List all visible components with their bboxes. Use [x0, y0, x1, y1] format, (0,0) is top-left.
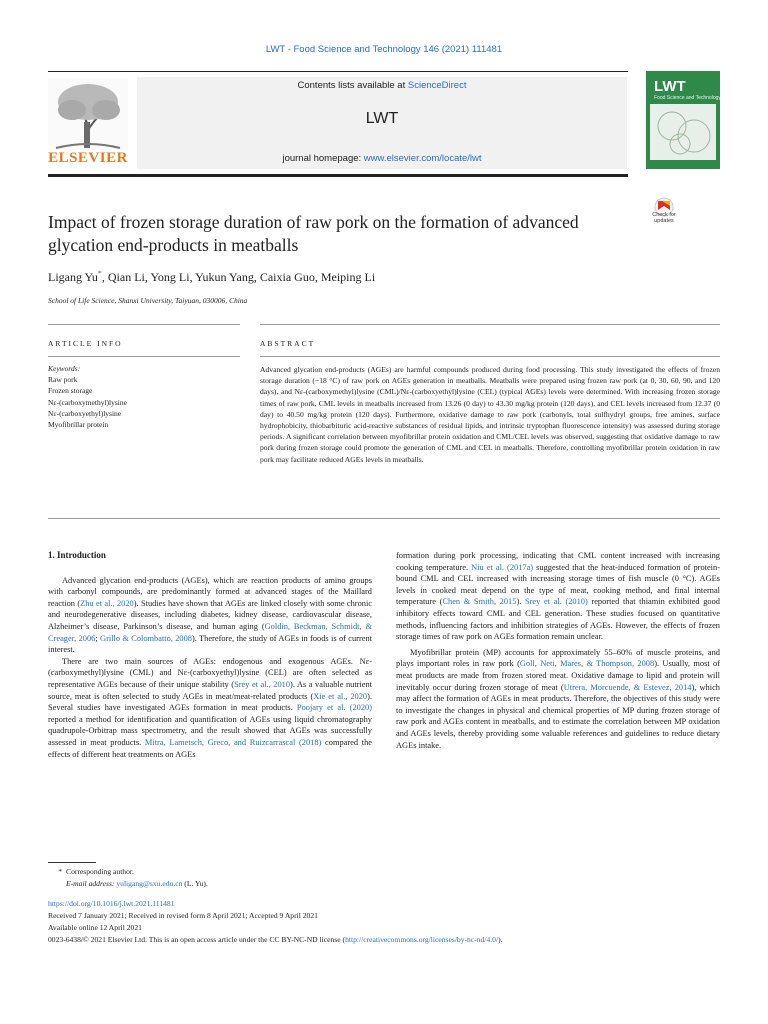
- corresponding-author-mark[interactable]: *: [97, 269, 102, 278]
- section-heading-introduction: 1. Introduction: [48, 550, 106, 560]
- email-label: E-mail address:: [66, 879, 117, 888]
- citation-link[interactable]: Srey et al. (2010): [524, 597, 588, 607]
- paragraph: Myofibrillar protein (MP) accounts for approximately 55–60% of muscle proteins, and plays important roles in raw pork (Goll, Neti, Mares, & Thompson, 2008). Usually, most of meat products are made from frozen stored meat. Oxidative damage to lipid and protein will inevitably occur during frozen storage of meat (Utrera, Morcuende, & Estevez, 2014), which may affect the formation of AGEs in meat products. Therefore, the objectives of this study were to investigate the changes in physical and chemical properties of MP during frozen storage of raw pork and AGEs content in meatballs, and to estimate the correlation between MP oxidation and AGEs levels, thereby providing some valuable references and guidelines to reduce dietary AGEs intake.: [396, 647, 720, 750]
- paragraph: formation during pork processing, indicating that CML content increased with increasing cooking temperature. Niu et al. (2017a) suggested that the heat-induced formation of protein-bound CML and CEL increased with increasing storage times of fish muscle (0 °C). AGEs levels in cooked meat depend on the type of meat, cooking method, and final internal temperature (Chen & Smith, 2015). Srey et al. (2010) reported that thiamin exhibited good inhibitory effects toward CML and CEL generation. These studies focused on quantitative methods, influencing factors and inhibition strategies of AGEs. However, the effects of frozen storage times of raw pork on AGEs formation remain unclear.: [396, 551, 720, 642]
- header-rule-top: [48, 71, 628, 72]
- cover-artwork-icon: [650, 104, 716, 160]
- citation-link[interactable]: Zhu et al., 2020: [80, 598, 134, 608]
- license-line: 0023-6438/© 2021 Elsevier Ltd. This is an open access article under the CC BY-NC-ND license (http://creativecommons.org/licenses/by-nc-nd/4.0/).: [48, 935, 503, 944]
- footnote-corresponding: [48, 866, 134, 877]
- email-link[interactable]: yuligang@sxu.edu.cn: [116, 879, 183, 888]
- badge-line-2: updates: [654, 218, 674, 224]
- keywords-block: [48, 363, 127, 430]
- citation-link[interactable]: Grillo & Colombatto, 2008: [100, 633, 192, 643]
- keyword: Frozen storage: [48, 386, 93, 396]
- abstract-bottom-rule: [48, 518, 720, 519]
- keywords-rule: [48, 356, 240, 357]
- header-rule-bottom: [48, 174, 628, 177]
- author-name[interactable]: Meiping Li: [320, 270, 376, 284]
- received-dates: Received 7 January 2021; Received in revised form 8 April 2021; Accepted 9 April 2021: [48, 911, 318, 920]
- available-online: Available online 12 April 2021: [48, 923, 142, 932]
- abstract-inner-rule: [260, 356, 720, 357]
- abstract-rule: [260, 324, 720, 325]
- footnote-mark: *: [58, 867, 62, 876]
- homepage-line: [137, 153, 627, 164]
- badge-line-1: Check for: [652, 212, 676, 218]
- citation-link[interactable]: Utrera, Morcuende, & Estevez, 2014: [563, 682, 692, 692]
- keyword: Nε-(carboxyethyl)lysine: [48, 408, 122, 418]
- keyword: Nε-(carboxymethyl)lysine: [48, 397, 127, 407]
- sciencedirect-link[interactable]: ScienceDirect: [407, 80, 467, 91]
- left-column: [48, 550, 372, 760]
- author-name[interactable]: Yong Li: [150, 270, 190, 284]
- running-head[interactable]: LWT - Food Science and Technology 146 (2021) 111481: [265, 44, 503, 55]
- affiliation: School of Life Science, Shanxi University, Taiyuan, 030006, China: [48, 296, 248, 305]
- citation-link[interactable]: Poojary et al. (2020): [296, 703, 372, 713]
- keyword: Raw pork: [48, 375, 78, 385]
- keywords-label: Keywords:: [48, 364, 81, 373]
- homepage-prefix: journal homepage:: [282, 153, 364, 164]
- license-link[interactable]: http://creativecommons.org/licenses/by-nc-nd/4.0/: [345, 935, 499, 944]
- right-column: [396, 550, 720, 751]
- citation-link[interactable]: Mitra, Lametsch, Greco, and Ruizcarrascal (2018): [144, 737, 322, 747]
- contents-line: [137, 80, 627, 91]
- cover-subtitle: Food Science and Technology: [654, 95, 721, 101]
- author-name[interactable]: Caixia Guo: [259, 270, 315, 284]
- citation-link[interactable]: Goldin, Beckman, Schmidt, & Creager, 2006: [48, 621, 372, 643]
- doi-link[interactable]: https://doi.org/10.1016/j.lwt.2021.111481: [48, 899, 175, 908]
- citation-link[interactable]: Xie et al., 2020: [313, 691, 368, 701]
- citation-link[interactable]: Srey et al., 2010: [234, 679, 291, 689]
- footnote-email: [48, 878, 208, 889]
- footnote-rule: [48, 862, 96, 863]
- homepage-link[interactable]: www.elsevier.com/locate/lwt: [363, 153, 482, 164]
- check-for-updates-label: [644, 212, 684, 224]
- article-info-heading: ARTICLE INFO: [48, 339, 123, 348]
- paragraph: There are two main sources of AGEs: endogenous and exogenous AGEs. Nε-(carboxymethyl)lysine (CML) and Nε-(carboxyethyl)lysine (CEL) are often selected as representative AGEs because of their unique stability (Srey et al., 2010). As a valuable nutrient source, meat is often selected to study AGEs in meat/meat-related products (Xie et al., 2020). Several studies have investigated AGEs formation in meat products. Poojary et al. (2020) reported a method for identification and quantification of AGEs using liquid chromatography quadrupole-Orbitrap mass spectrometry, and the result showed that AGEs was successfully assessed in meat products. Mitra, Lametsch, Greco, and Ruizcarrascal (2018) compared the effects of different heat treatments on AGEs: [48, 656, 373, 759]
- abstract-text: Advanced glycation end-products (AGEs) are harmful compounds produced during food processing. This study investigated the effects of frozen storage duration (−18 °C) of raw pork on AGEs generation in meatballs. Meatballs were prepared using frozen raw pork (at 0, 30, 60, 90, and 120 days), and Nε-(carboxymethyl)lysine (CML)/Nε-(carboxyethyl)lysine (CEL) (typical AGEs) levels were determined. With increasing frozen storage times of raw pork, CML levels in meatballs increased from 13.26 (0 day) to 43.30 mg/kg protein (120 days), and CEL levels increased from 12.37 (0 day) to 40.50 mg/kg protein (120 days). Furthermore, oxidative damage to raw pork (carbonyls, total sulfhydryl groups, free amines, surface hydrophobicity, thiobarbituric acid-reactive substances of residual lipids, and intrinsic tryptophan fluorescence intensity) was assessed during storage periods. A significant correlation between myofibrillar protein oxidation and CML/CEL levels was observed, suggesting that oxidative damage to raw pork during frozen storage could promote the generation of CML and CEL in meatballs. Therefore, controlling myofibrillar protein oxidation in raw pork may facilitate reduced AGEs levels in meatballs.: [260, 365, 720, 464]
- journal-name: LWT: [365, 110, 399, 127]
- author-name[interactable]: Qian Li: [107, 270, 145, 284]
- author-name[interactable]: Yukun Yang: [195, 270, 254, 284]
- article-info-rule: [48, 324, 240, 325]
- citation-link[interactable]: Niu et al. (2017a): [471, 562, 534, 572]
- author-list: Ligang Yu*, Qian Li, Yong Li, Yukun Yang, Caixia Guo, Meiping Li: [48, 269, 376, 284]
- contents-prefix: Contents lists available at: [297, 80, 408, 91]
- citation-link[interactable]: Goll, Neti, Mares, & Thompson, 2008: [519, 659, 655, 669]
- publisher-wordmark: ELSEVIER: [48, 150, 128, 166]
- footnote-text: Corresponding author.: [66, 867, 134, 876]
- cover-title: LWT: [654, 78, 686, 95]
- keyword: Myofibrillar protein: [48, 420, 109, 430]
- abstract-heading: ABSTRACT: [260, 339, 316, 348]
- article-title: Impact of frozen storage duration of raw pork on the formation of advanced glycation end-products in meatballs: [48, 212, 579, 255]
- citation-link[interactable]: Chen & Smith, 2015: [442, 597, 517, 607]
- author-name[interactable]: Ligang Yu: [48, 270, 98, 284]
- email-suffix: (L. Yu).: [182, 879, 208, 888]
- paragraph: Advanced glycation end-products (AGEs), which are reaction products of amino groups with carbonyl compounds, are predominantly formed at advanced stages of the Maillard reaction (Zhu et al., 2020). Studies have shown that AGEs are linked closely with some chronic and neurodegenerative diseases, including diabetes, kidney disease, cardiovascular disease, Alzheimer’s disease, Parkinson’s disease, and human aging (Goldin, Beckman, Schmidt, & Creager, 2006; Grillo & Colombatto, 2008). Therefore, the study of AGEs in foods is of current interest.: [48, 575, 372, 655]
